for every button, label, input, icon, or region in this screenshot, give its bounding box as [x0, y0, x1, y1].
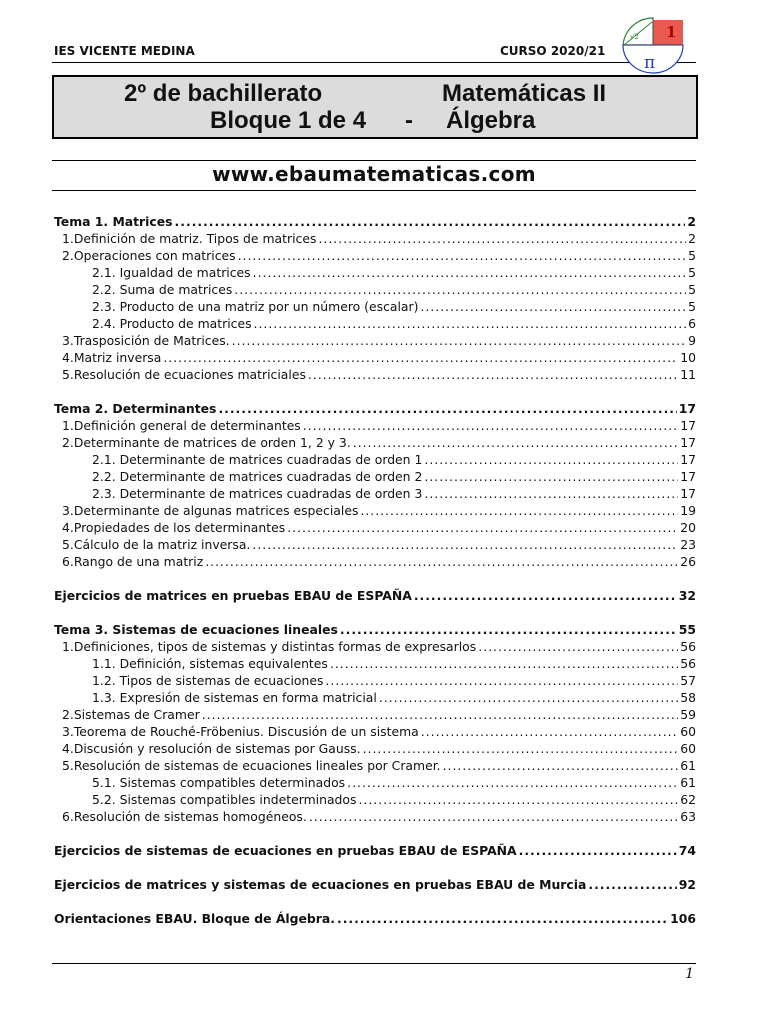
toc-entry-title: 5.Resolución de sistemas de ecuaciones lineales por Cramer. — [62, 758, 441, 773]
toc-page-number: 5 — [688, 282, 696, 297]
toc-section-entry[interactable] — [54, 502, 696, 519]
toc-spacer — [54, 604, 696, 621]
toc-dot-leader — [325, 672, 678, 689]
toc-entry-title: 2.2. Suma de matrices — [92, 282, 233, 297]
toc-page-number: 55 — [678, 622, 696, 637]
toc-dot-leader — [353, 434, 678, 451]
toc-entry-title: Ejercicios de matrices y sistemas de ecuaciones en pruebas EBAU de Murcia — [54, 877, 587, 892]
course-level: 2º de bachillerato — [124, 80, 323, 107]
toc-dot-leader — [358, 791, 678, 808]
toc-section-entry[interactable] — [54, 536, 696, 553]
toc-section-entry[interactable] — [54, 417, 696, 434]
toc-entry-title: 3.Teorema de Rouché-Fröbenius. Discusión de un sistema — [62, 724, 419, 739]
toc-page-number: 106 — [670, 911, 696, 926]
toc-page-number: 57 — [680, 673, 696, 688]
toc-entry-title: 3.Trasposición de Matrices. — [62, 333, 230, 348]
toc-entry-title: 1.1. Definición, sistemas equivalentes — [92, 656, 328, 671]
title-dash: - — [405, 107, 413, 134]
toc-dot-leader — [308, 366, 678, 383]
toc-entry-title: 5.Resolución de ecuaciones matriciales — [62, 367, 306, 382]
toc-heading-entry[interactable] — [54, 876, 696, 893]
toc-entry-title: 2.3. Determinante de matrices cuadradas de orden 3 — [92, 486, 423, 501]
toc-page-number: 5 — [688, 265, 696, 280]
toc-section-entry[interactable] — [54, 349, 696, 366]
school-name: IES VICENTE MEDINA — [54, 44, 195, 58]
toc-page-number: 10 — [680, 350, 696, 365]
toc-page-number: 17 — [680, 452, 696, 467]
toc-entry-title: 2.Sistemas de Cramer — [62, 707, 200, 722]
header-divider — [52, 62, 696, 63]
toc-page-number: 26 — [680, 554, 696, 569]
website-bottom-rule — [52, 190, 696, 191]
toc-dot-leader — [519, 842, 677, 859]
toc-heading-entry[interactable] — [54, 621, 696, 638]
toc-page-number: 17 — [680, 435, 696, 450]
website-top-rule — [52, 160, 696, 161]
toc-dot-leader — [424, 451, 678, 468]
math-logo-icon — [620, 16, 686, 74]
toc-entry-text: . Matrices — [103, 214, 173, 229]
toc-section-entry[interactable] — [54, 723, 696, 740]
toc-page-number: 63 — [680, 809, 696, 824]
table-of-contents — [54, 213, 696, 927]
toc-dot-leader — [588, 876, 676, 893]
toc-page-number: 60 — [680, 724, 696, 739]
toc-dot-leader — [234, 281, 686, 298]
toc-entry-title: 6.Resolución de sistemas homogéneos. — [62, 809, 307, 824]
logo-number: 1 — [666, 23, 677, 41]
toc-entry-title: 5.1. Sistemas compatibles determinados — [92, 775, 346, 790]
toc-page-number: 19 — [680, 503, 696, 518]
toc-page-number: 56 — [680, 639, 696, 654]
toc-entry-title: 6.Rango de una matriz — [62, 554, 204, 569]
toc-dot-leader — [163, 349, 678, 366]
toc-section-entry[interactable] — [54, 332, 696, 349]
toc-spacer — [54, 383, 696, 400]
toc-dot-leader — [443, 757, 679, 774]
logo-pi: π — [644, 53, 656, 73]
toc-section-entry[interactable] — [54, 230, 696, 247]
toc-entry-title: 5.2. Sistemas compatibles indeterminados — [92, 792, 357, 807]
toc-dot-leader — [379, 689, 678, 706]
toc-dot-leader — [287, 519, 678, 536]
logo-root: √2 — [630, 33, 639, 41]
toc-heading-entry[interactable] — [54, 400, 696, 417]
toc-section-entry[interactable] — [54, 706, 696, 723]
toc-page-number: 17 — [678, 401, 696, 416]
toc-subsection-entry[interactable] — [54, 485, 696, 502]
toc-subsection-entry[interactable] — [54, 655, 696, 672]
toc-entry-title: Ejercicios de matrices en pruebas EBAU de ESPAÑA — [54, 588, 412, 603]
toc-spacer — [54, 825, 696, 842]
toc-page-number: 17 — [680, 486, 696, 501]
toc-page-number: 32 — [678, 588, 696, 603]
toc-dot-leader — [303, 417, 678, 434]
toc-entry-title: Orientaciones EBAU. Bloque de Álgebra. — [54, 911, 335, 926]
toc-page-number: 62 — [680, 792, 696, 807]
toc-page-number: 59 — [680, 707, 696, 722]
toc-page-number: 61 — [680, 758, 696, 773]
toc-heading-entry[interactable] — [54, 587, 696, 604]
toc-page-number: 56 — [680, 656, 696, 671]
toc-subsection-entry[interactable] — [54, 791, 696, 808]
toc-spacer — [54, 893, 696, 910]
toc-dot-leader — [347, 774, 678, 791]
title-box — [52, 75, 698, 139]
toc-page-number: 5 — [688, 248, 696, 263]
toc-heading-entry[interactable] — [54, 910, 696, 927]
toc-entry-title: 2.Determinante de matrices de orden 1, 2 y 3. — [62, 435, 351, 450]
toc-dot-leader — [424, 485, 678, 502]
course-year: CURSO 2020/21 — [500, 44, 606, 58]
toc-entry-title: 1.2. Tipos de sistemas de ecuaciones — [92, 673, 324, 688]
toc-page-number: 60 — [680, 741, 696, 756]
toc-section-entry[interactable] — [54, 638, 696, 655]
footer-divider — [52, 963, 696, 964]
toc-entry-title: Ejercicios de sistemas de ecuaciones en pruebas EBAU de ESPAÑA — [54, 843, 517, 858]
toc-entry-number: Tema 1 — [54, 214, 104, 229]
toc-page-number: 6 — [688, 316, 696, 331]
toc-spacer — [54, 570, 696, 587]
toc-subsection-entry[interactable] — [54, 672, 696, 689]
toc-dot-leader — [218, 400, 676, 417]
toc-dot-leader — [424, 468, 678, 485]
toc-section-entry[interactable] — [54, 519, 696, 536]
toc-dot-leader — [420, 298, 686, 315]
toc-page-number: 20 — [680, 520, 696, 535]
toc-entry-title: 5.Cálculo de la matriz inversa. — [62, 537, 251, 552]
page-number: 1 — [685, 966, 694, 982]
toc-entry-title: 2.1. Igualdad de matrices — [92, 265, 251, 280]
toc-entry-title: 2.2. Determinante de matrices cuadradas de orden 2 — [92, 469, 423, 484]
toc-dot-leader — [478, 638, 678, 655]
toc-section-entry[interactable] — [54, 553, 696, 570]
toc-section-entry[interactable] — [54, 740, 696, 757]
toc-page-number: 17 — [680, 469, 696, 484]
toc-subsection-entry[interactable] — [54, 468, 696, 485]
toc-heading-entry[interactable] — [54, 842, 696, 859]
toc-subsection-entry[interactable] — [54, 774, 696, 791]
toc-dot-leader — [309, 808, 678, 825]
toc-page-number: 9 — [688, 333, 696, 348]
subject-title: Matemáticas II — [442, 80, 607, 107]
toc-entry-title: 1.Definición de matriz. Tipos de matrices — [62, 231, 317, 246]
toc-dot-leader — [414, 587, 677, 604]
toc-section-entry[interactable] — [54, 757, 696, 774]
toc-section-entry[interactable] — [54, 366, 696, 383]
toc-entry-title: 2.1. Determinante de matrices cuadradas de orden 1 — [92, 452, 423, 467]
toc-heading-entry[interactable] — [54, 213, 696, 230]
toc-page-number: 17 — [680, 418, 696, 433]
toc-entry-title: 1.Definición general de determinantes — [62, 418, 301, 433]
toc-dot-leader — [232, 332, 686, 349]
toc-entry-title: 2.4. Producto de matrices — [92, 316, 252, 331]
toc-page-number: 2 — [687, 214, 696, 229]
toc-section-entry[interactable] — [54, 434, 696, 451]
toc-page-number: 2 — [688, 231, 696, 246]
toc-subsection-entry[interactable] — [54, 298, 696, 315]
toc-subsection-entry[interactable] — [54, 264, 696, 281]
toc-dot-leader — [254, 315, 687, 332]
toc-entry-title: 4.Matriz inversa — [62, 350, 162, 365]
toc-subsection-entry[interactable] — [54, 315, 696, 332]
toc-page-number: 58 — [680, 690, 696, 705]
block-label: Bloque 1 de 4 — [210, 107, 367, 134]
toc-entry-title: Tema 3. Sistemas de ecuaciones lineales — [54, 622, 338, 637]
website-link[interactable]: www.ebaumatematicas.com — [212, 162, 536, 186]
toc-dot-leader — [337, 910, 668, 927]
toc-entry-title: 4.Propiedades de los determinantes — [62, 520, 286, 535]
toc-page-number: 92 — [678, 877, 696, 892]
toc-page-number: 74 — [678, 843, 696, 858]
toc-entry-title: 2.Operaciones con matrices — [62, 248, 236, 263]
toc-dot-leader — [363, 740, 679, 757]
toc-entry-title: Tema 2. Determinantes — [54, 401, 217, 416]
toc-dot-leader — [175, 213, 686, 230]
toc-section-entry[interactable] — [54, 808, 696, 825]
toc-entry-title — [54, 213, 173, 230]
toc-dot-leader — [238, 247, 687, 264]
toc-subsection-entry[interactable] — [54, 451, 696, 468]
toc-dot-leader — [202, 706, 679, 723]
toc-page-number: 5 — [688, 299, 696, 314]
toc-spacer — [54, 859, 696, 876]
toc-page-number: 23 — [680, 537, 696, 552]
toc-dot-leader — [253, 264, 686, 281]
toc-entry-title: 4.Discusión y resolución de sistemas por Gauss. — [62, 741, 361, 756]
toc-entry-title: 2.3. Producto de una matriz por un número (escalar) — [92, 299, 419, 314]
toc-dot-leader — [205, 553, 678, 570]
toc-subsection-entry[interactable] — [54, 281, 696, 298]
toc-entry-title: 3.Determinante de algunas matrices especiales — [62, 503, 359, 518]
topic-title: Álgebra — [446, 107, 536, 134]
toc-dot-leader — [360, 502, 678, 519]
toc-page-number: 61 — [680, 775, 696, 790]
toc-dot-leader — [330, 655, 678, 672]
toc-dot-leader — [252, 536, 678, 553]
toc-page-number: 11 — [680, 367, 696, 382]
toc-entry-title: 1.Definiciones, tipos de sistemas y distintas formas de expresarlos — [62, 639, 477, 654]
toc-entry-title: 1.3. Expresión de sistemas en forma matricial — [92, 690, 377, 705]
toc-dot-leader — [421, 723, 678, 740]
toc-dot-leader — [318, 230, 686, 247]
toc-dot-leader — [340, 621, 677, 638]
toc-section-entry[interactable] — [54, 247, 696, 264]
toc-subsection-entry[interactable] — [54, 689, 696, 706]
